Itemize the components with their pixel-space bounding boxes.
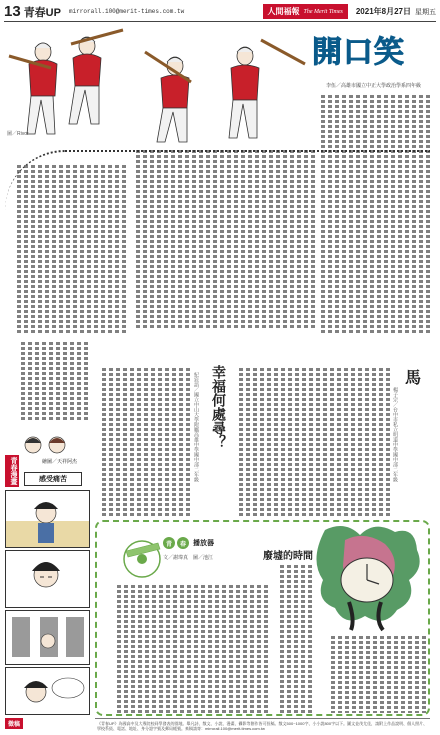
comic-panel-2 bbox=[5, 550, 90, 608]
batter-figure-4 bbox=[229, 40, 305, 138]
footer-tag: 徵稿 bbox=[5, 718, 23, 729]
happiness-article-body bbox=[95, 368, 190, 516]
comic-panel-3 bbox=[5, 610, 90, 665]
baseball-illustration bbox=[5, 24, 313, 146]
vinyl-record-icon bbox=[120, 535, 165, 580]
horse-article-body bbox=[225, 368, 390, 516]
melting-clock-illustration bbox=[305, 520, 430, 632]
ruin-article-body-left bbox=[103, 585, 268, 713]
logo-chinese: 人間福報 bbox=[267, 6, 300, 16]
comic-section-tag: 青春漫畫 bbox=[5, 455, 19, 487]
happiness-byline: 紀宸語／國立中山大學附屬高雄中學國中部二年級 bbox=[193, 372, 199, 482]
page-number: 13 bbox=[4, 3, 21, 20]
masthead bbox=[4, 2, 436, 22]
submission-notice bbox=[95, 718, 430, 733]
left-column-tail bbox=[8, 342, 88, 422]
illustration-credit: 圖／Rivor bbox=[7, 131, 29, 137]
batter-figure-2 bbox=[69, 30, 123, 124]
article-title: 開口笑 bbox=[312, 35, 405, 70]
article-frame bbox=[5, 150, 430, 340]
horse-byline: 楊子宗／台中市私立明道中學國中部二年級 bbox=[392, 387, 398, 482]
section-email: mirrorall.100@merit-times.com.tw bbox=[68, 8, 185, 15]
happiness-title: 幸福何處尋？ bbox=[210, 365, 226, 449]
player-credit: 文／謝瑋真 圖／池江 bbox=[163, 555, 214, 561]
badge-char-1: 青 bbox=[163, 537, 175, 549]
article-byline: 李伍／高雄市國立中正大學政治學系四年級 bbox=[326, 83, 422, 89]
comic-title: 感受痛苦 bbox=[24, 472, 82, 486]
submission-notice-text: 《青春UP》為國高中及大專院校同學發表的園地。舉凡詩、散文、小說、漫畫、攝影等創作皆可投稿。散文500~1000字、小小說800字以下。圖文並茂尤佳，請附上作品說明、個人照片、學校系級、電話、地址、身分證字號及郵局帳號。來稿請寄：mirrorall.100@merit-times.com.tw bbox=[97, 721, 428, 731]
ruin-article-body-right bbox=[272, 565, 312, 713]
newspaper-logo bbox=[263, 4, 348, 19]
comic-credit: 繪圖／天祥阿杰 bbox=[42, 459, 78, 465]
section-name: 青春UP bbox=[23, 6, 61, 19]
player-column-name: 播放器 bbox=[193, 539, 214, 547]
issue-date: 2021年8月27日 bbox=[355, 7, 411, 16]
comic-panel-1 bbox=[5, 490, 90, 548]
horse-title: 馬 bbox=[405, 368, 422, 387]
logo-english: The Merit Times bbox=[303, 8, 343, 15]
badge-char-2: 春 bbox=[177, 537, 189, 549]
comic-panel-4 bbox=[5, 667, 90, 715]
ruin-article-title: 廢墟的時間 bbox=[263, 551, 313, 562]
player-column-label bbox=[163, 537, 214, 549]
ruin-article-body-bottom bbox=[314, 636, 426, 713]
issue-weekday: 星期五 bbox=[415, 8, 436, 16]
batter-figure-1 bbox=[9, 43, 57, 134]
batter-figure-3 bbox=[145, 52, 191, 142]
